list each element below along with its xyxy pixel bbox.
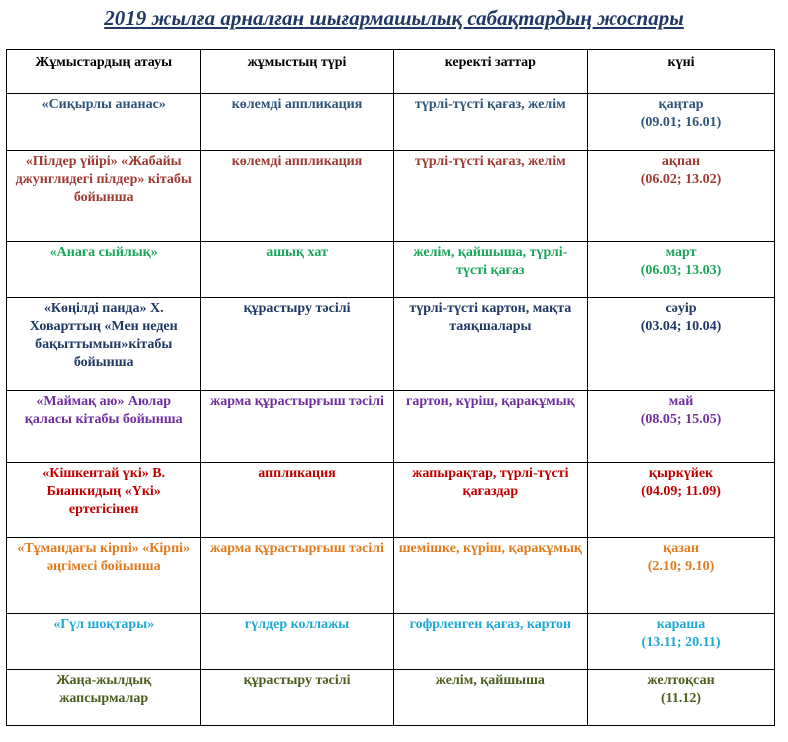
date-cell — [588, 298, 775, 391]
date-cell — [588, 242, 775, 298]
work-name: «Маймақ аю» Аюлар қаласы кітабы бойынша — [7, 391, 201, 463]
work-name: Жаңа-жылдық жапсырмалар — [7, 670, 201, 726]
table-row — [7, 538, 775, 614]
work-name: «Пілдер үйірі» «Жабайы джунглидегі пілдер» кітабы бойынша — [7, 151, 201, 242]
materials: түрлі-түсті қағаз, желім — [393, 94, 587, 151]
date-month: желтоқсан — [647, 673, 715, 688]
date-cell — [588, 670, 775, 726]
date-days: (13.11; 20.11) — [641, 635, 721, 650]
work-type: ашық хат — [201, 242, 393, 298]
date-cell — [588, 391, 775, 463]
date-days: (2.10; 9.10) — [647, 559, 715, 574]
date-month: караша — [656, 617, 706, 632]
date-days: (06.03; 13.03) — [640, 263, 722, 278]
table-row — [7, 614, 775, 670]
date-days: (06.02; 13.02) — [640, 172, 722, 187]
date-month: қыркүйек — [648, 466, 714, 481]
table-row — [7, 463, 775, 538]
table-row — [7, 391, 775, 463]
work-name: «Анаға сыйлық» — [7, 242, 201, 298]
work-name: «Тұмандағы кірпі» «Кірпі» әңгімесі бойынша — [7, 538, 201, 614]
materials: гартон, күріш, қаракұмық — [393, 391, 587, 463]
work-type: жарма құрастырғыш тәсілі — [201, 538, 393, 614]
date-cell — [588, 463, 775, 538]
header-work-name: Жұмыстардың атауы — [7, 50, 201, 94]
work-type: жарма құрастырғыш тәсілі — [201, 391, 393, 463]
table-row — [7, 151, 775, 242]
date-days: (03.04; 10.04) — [640, 319, 722, 334]
table-row — [7, 94, 775, 151]
date-days: (09.01; 16.01) — [640, 115, 722, 130]
work-type: көлемді аппликация — [201, 151, 393, 242]
header-materials: керекті заттар — [393, 50, 587, 94]
materials: гофрленген қағаз, картон — [393, 614, 587, 670]
header-work-type: жұмыстың түрі — [201, 50, 393, 94]
header-date: күні — [588, 50, 775, 94]
materials: түрлі-түсті картон, мақта таяқшалары — [393, 298, 587, 391]
table-row — [7, 298, 775, 391]
work-type: құрастыру тәсілі — [201, 670, 393, 726]
work-type: көлемді аппликация — [201, 94, 393, 151]
date-month: март — [665, 245, 697, 260]
date-cell — [588, 614, 775, 670]
date-cell — [588, 94, 775, 151]
work-type: гүлдер коллажы — [201, 614, 393, 670]
date-days: (08.05; 15.05) — [640, 412, 722, 427]
work-name: «Гүл шоқтары» — [7, 614, 201, 670]
date-month: қазан — [663, 541, 699, 556]
work-name: «Кішкентай үкі» В. Бианкидың «Үкі» ертегісінен — [7, 463, 201, 538]
materials: желім, қайшыша — [393, 670, 587, 726]
materials: жапырақтар, түрлі-түсті қағаздар — [393, 463, 587, 538]
date-month: май — [668, 394, 694, 409]
materials: желім, қайшыша, түрлі-түсті қағаз — [393, 242, 587, 298]
page-title: 2019 жылға арналған шығармашылық сабақтардың жоспары — [104, 6, 684, 30]
table-row — [7, 670, 775, 726]
date-days: (04.09; 11.09) — [641, 484, 721, 499]
materials: шемішке, күріш, қаракұмық — [393, 538, 587, 614]
date-month: қаңтар — [658, 97, 704, 112]
plan-table — [6, 49, 775, 726]
materials: түрлі-түсті қағаз, желім — [393, 151, 587, 242]
date-cell — [588, 151, 775, 242]
date-days: (11.12) — [660, 691, 702, 706]
date-cell — [588, 538, 775, 614]
work-name: «Сиқырлы ананас» — [7, 94, 201, 151]
date-month: ақпан — [661, 154, 701, 169]
work-type: аппликация — [201, 463, 393, 538]
date-month: сәуір — [665, 301, 697, 316]
table-row — [7, 242, 775, 298]
table-header-row — [7, 50, 775, 94]
work-name: «Көңілді панда» Х. Ховарттың «Мен неден бақыттымын»кітабы бойынша — [7, 298, 201, 391]
work-type: құрастыру тәсілі — [201, 298, 393, 391]
